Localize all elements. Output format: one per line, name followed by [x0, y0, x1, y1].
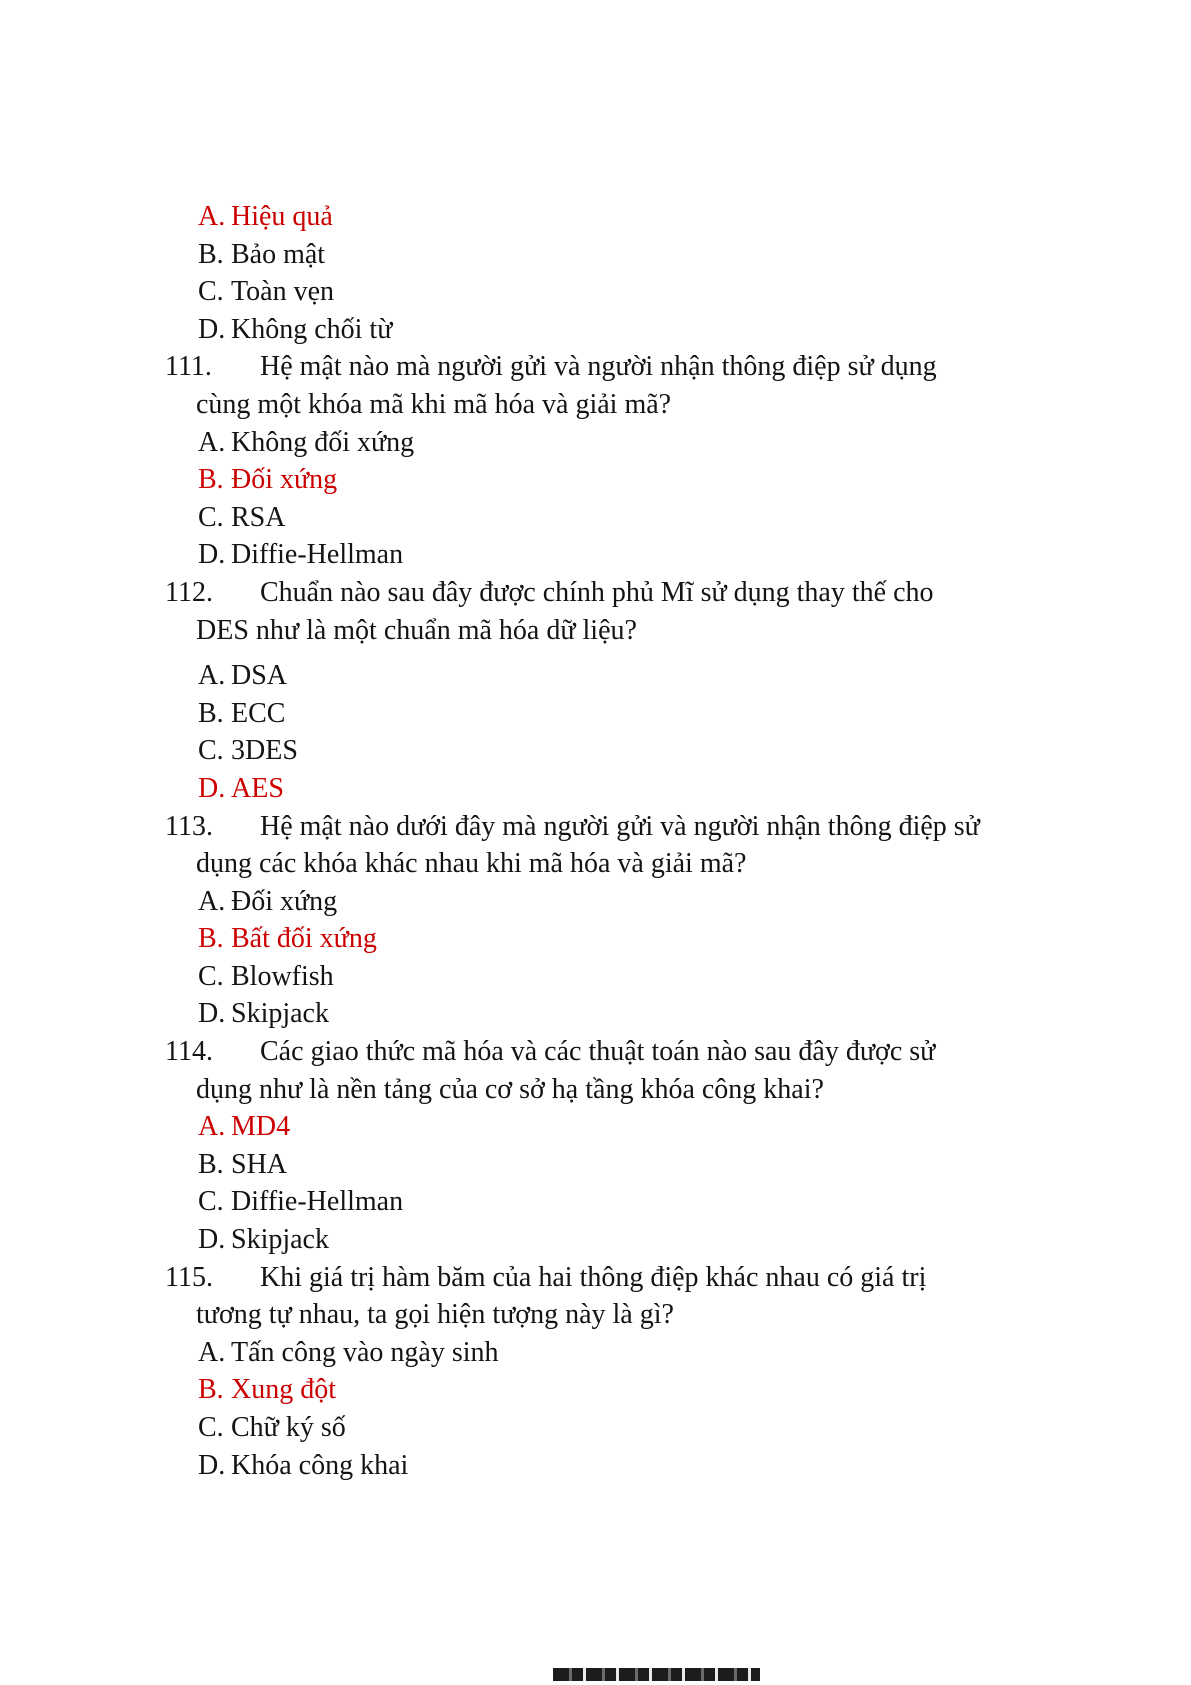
option-label: C. [198, 1412, 224, 1443]
option-label: D. [198, 772, 226, 804]
question-text: Khi giá trị hàm băm của hai thông điệp khác nhau có giá trị tương tự nhau, ta gọi hiện tượng này là gì? [196, 1261, 927, 1331]
option-label: D. [198, 539, 226, 571]
option-label: A. [198, 1111, 226, 1143]
answer-option [198, 1371, 983, 1409]
question-text: Các giao thức mã hóa và các thuật toán nào sau đây được sử dụng như là nền tảng của cơ sở hạ tầng khóa công khai? [196, 1036, 936, 1105]
option-label: A. [198, 426, 226, 458]
answer-option [198, 1221, 983, 1259]
option-label: B. [198, 1374, 224, 1406]
question-block [165, 808, 983, 1034]
option-label: B. [198, 238, 224, 270]
question [165, 808, 983, 883]
answer-option [198, 461, 983, 499]
option-text: Toàn vẹn [231, 276, 335, 308]
option-text: Skipjack [231, 1224, 329, 1256]
option-label: B. [198, 923, 224, 955]
option-label: C. [198, 276, 224, 308]
option-label: D. [198, 1449, 226, 1481]
answer-option [198, 770, 983, 808]
question [165, 348, 983, 423]
option-text: Blowfish [231, 960, 334, 992]
question-text: Hệ mật nào dưới đây mà người gửi và người nhận thông điệp sử dụng các khóa khác nhau khi mã hóa và giải mã? [196, 810, 980, 880]
question-text: Chuẩn nào sau đây được chính phủ Mĩ sử dụng thay thế cho DES như là một chuẩn mã hóa dữ liệu? [196, 576, 934, 646]
option-text: ECC [231, 697, 286, 729]
option-text: Hiệu quả [231, 201, 333, 232]
options-group [165, 657, 983, 807]
question [165, 1033, 983, 1108]
question-text: Hệ mật nào mà người gửi và người nhận thông điệp sử dụng cùng một khóa mã khi mã hóa và giải mã? [196, 351, 937, 420]
option-text: Đối xứng [231, 464, 338, 496]
option-label: D. [198, 1224, 226, 1256]
question-block [165, 1259, 983, 1485]
option-text: Bất đối xứng [231, 923, 377, 955]
option-text: Skipjack [231, 998, 329, 1030]
option-label: B. [198, 697, 224, 729]
option-text: Đối xứng [231, 885, 338, 917]
answer-option [198, 236, 983, 274]
answer-option [198, 995, 983, 1033]
question-number: 115. [165, 1261, 213, 1293]
answer-option [198, 424, 983, 462]
answer-option [198, 311, 983, 349]
answer-option [198, 732, 983, 770]
option-text: DSA [231, 660, 288, 692]
answer-option [198, 657, 983, 695]
answer-option [198, 1183, 983, 1221]
quiz-content [165, 198, 983, 1484]
answer-option [198, 883, 983, 921]
option-label: D. [198, 998, 226, 1030]
option-text: Bảo mật [231, 238, 326, 270]
option-label: B. [198, 1148, 224, 1180]
option-label: C. [198, 1186, 224, 1218]
question-block [165, 348, 983, 574]
question-number: 112. [165, 576, 213, 608]
option-text: Diffie-Hellman [231, 539, 404, 571]
answer-option [198, 695, 983, 733]
option-label: B. [198, 464, 224, 496]
answer-option [198, 958, 983, 996]
answer-option [198, 1108, 983, 1146]
option-text: Không đối xứng [231, 426, 415, 458]
question-block [165, 1033, 983, 1259]
option-text: Diffie-Hellman [231, 1186, 404, 1218]
option-text: Xung đột [231, 1374, 336, 1406]
option-label: D. [198, 313, 226, 345]
answer-option [198, 198, 983, 236]
option-label: A. [198, 885, 226, 917]
answer-option [198, 499, 983, 537]
answer-option [198, 1409, 983, 1447]
option-text: SHA [231, 1148, 288, 1180]
question-number: 114. [165, 1036, 213, 1068]
answer-option [198, 536, 983, 574]
answer-option [198, 1447, 983, 1485]
question [165, 1259, 983, 1334]
option-text: AES [231, 772, 284, 804]
option-label: A. [198, 660, 226, 692]
question-number: 113. [165, 810, 213, 842]
question-number: 111. [165, 351, 212, 383]
answer-option [198, 273, 983, 311]
answer-option [198, 1334, 983, 1372]
option-text: Tấn công vào ngày sinh [231, 1336, 499, 1368]
option-text: Khóa công khai [231, 1449, 409, 1481]
option-label: C. [198, 735, 224, 767]
question [165, 574, 983, 649]
question-block [165, 574, 983, 808]
option-label: A. [198, 1336, 226, 1368]
option-label: A. [198, 201, 226, 232]
footer-watermark-artifact [553, 1668, 760, 1681]
option-text: MD4 [231, 1111, 291, 1143]
option-text: Không chối từ [231, 313, 393, 345]
question-block [165, 198, 983, 348]
option-text: Chữ ký số [231, 1412, 346, 1443]
option-label: C. [198, 960, 224, 992]
option-label: C. [198, 501, 224, 533]
option-text: RSA [231, 501, 286, 533]
option-text: 3DES [231, 735, 298, 767]
answer-option [198, 1146, 983, 1184]
answer-option [198, 920, 983, 958]
